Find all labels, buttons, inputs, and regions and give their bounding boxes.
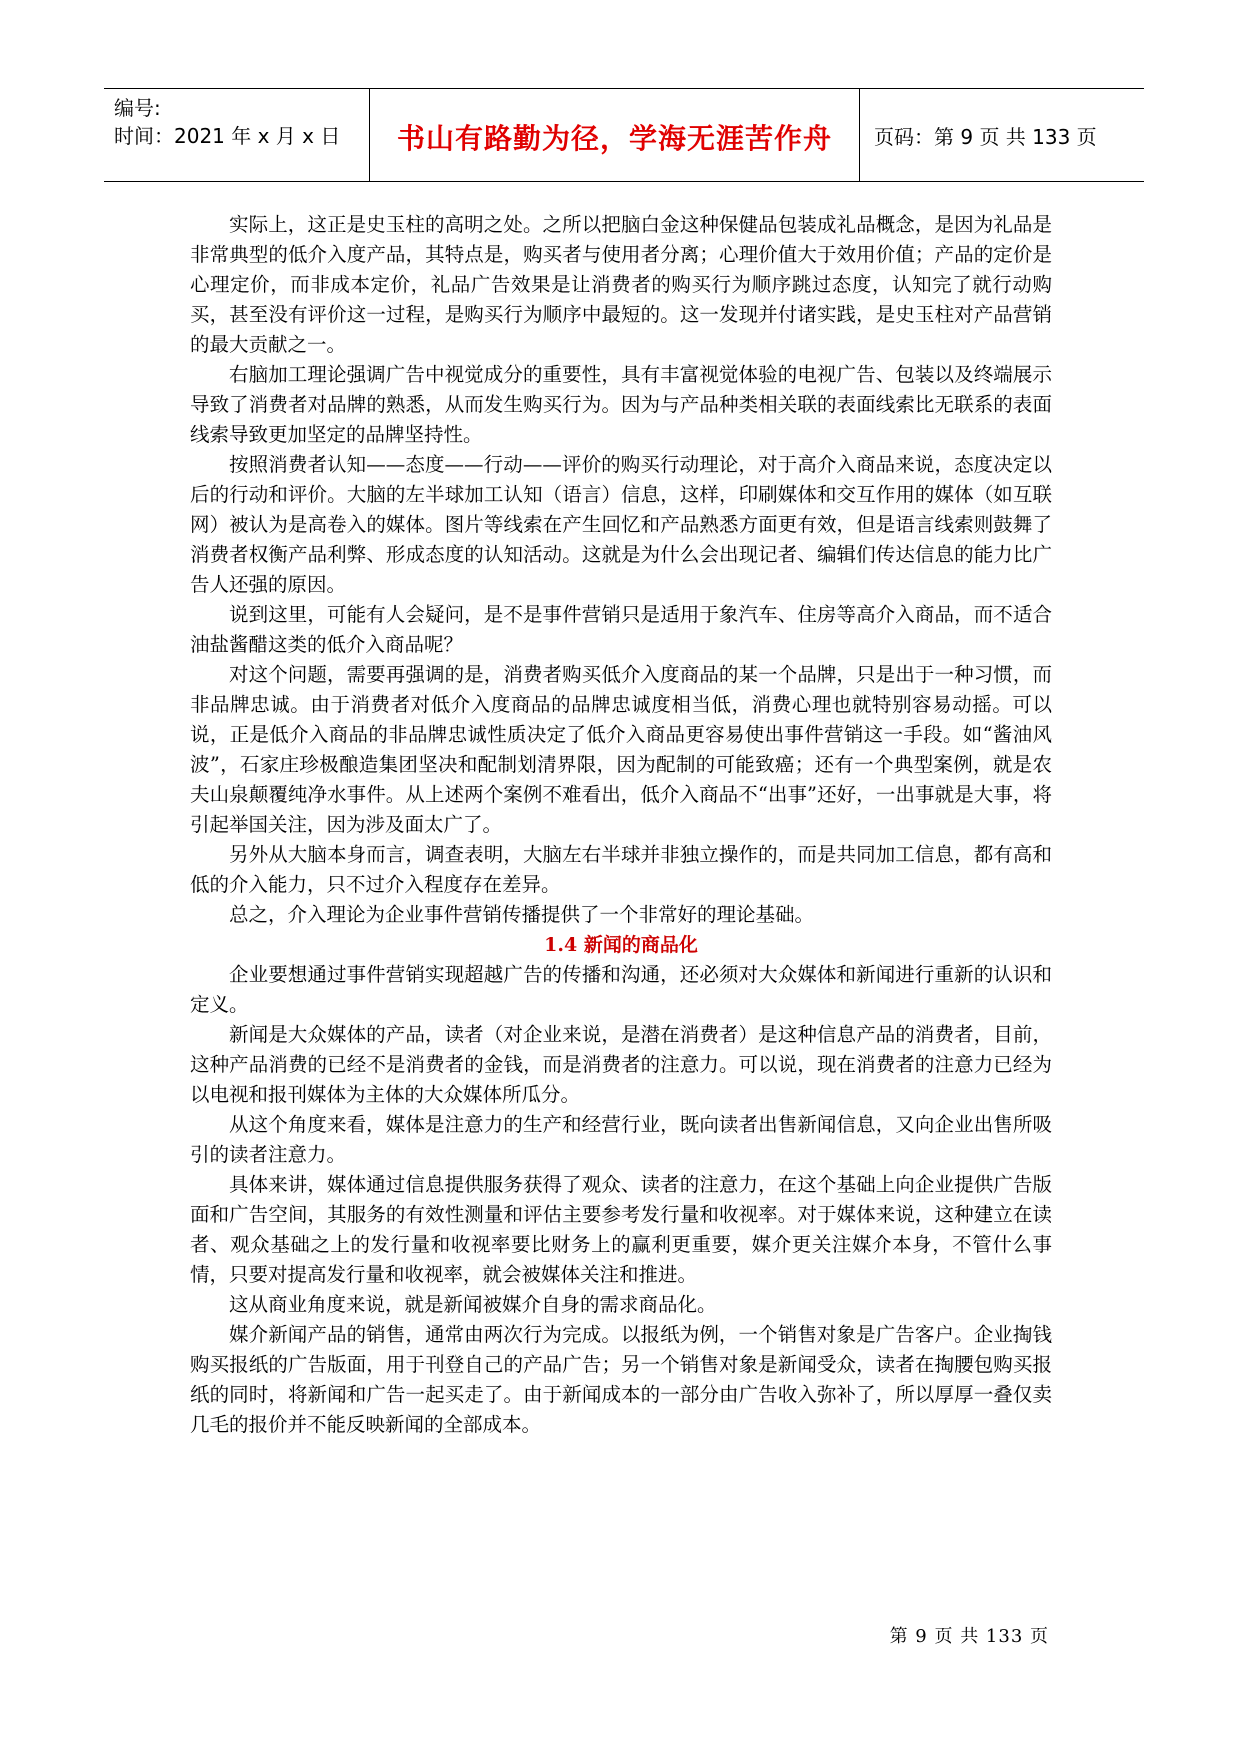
paragraph: 按照消费者认知——态度——行动——评价的购买行动理论，对于高介入商品来说，态度决定以后的行动和评价。大脑的左半球加工认知（语言）信息，这样，印刷媒体和交互作用的媒体（如互联网）被认为是高卷入的媒体。图片等线索在产生回忆和产品熟悉方面更有效，但是语言线索则鼓舞了消费者权衡产品利弊、形成态度的认知活动。这就是为什么会出现记者、编辑们传达信息的能力比广告人还强的原因。	[190, 453, 1052, 596]
paragraph: 说到这里，可能有人会疑问，是不是事件营销只是适用于象汽车、住房等高介入商品，而不适合油盐酱醋这类的低介入商品呢？	[190, 603, 1052, 656]
section-heading: 1.4 新闻的商品化	[544, 934, 698, 956]
page-footer: 第 9 页 共 133 页	[889, 1626, 1049, 1647]
paragraph: 总之，介入理论为企业事件营销传播提供了一个非常好的理论基础。	[229, 903, 815, 926]
header-page-cell	[860, 89, 1144, 181]
document-time-label: 时间：2021 年 x 月 x 日	[114, 124, 341, 148]
page-header	[104, 88, 1144, 182]
paragraph: 对这个问题，需要再强调的是，消费者购买低介入度商品的某一个品牌，只是出于一种习惯，而非品牌忠诚。由于消费者对低介入度商品的品牌忠诚度相当低，消费心理也就特别容易动摇。可以说，正是低介入商品的非品牌忠诚性质决定了低介入商品更容易使出事件营销这一手段。如“酱油风波”，石家庄珍极酿造集团坚决和配制划清界限，因为配制的可能致癌；还有一个典型案例，就是农夫山泉颠覆纯净水事件。从上述两个案例不难看出，低介入商品不“出事”还好，一出事就是大事，将引起举国关注，因为涉及面太广了。	[190, 663, 1052, 836]
paragraph: 右脑加工理论强调广告中视觉成分的重要性，具有丰富视觉体验的电视广告、包装以及终端展示导致了消费者对品牌的熟悉，从而发生购买行为。因为与产品种类相关联的表面线索比无联系的表面线索导致更加坚定的品牌坚持性。	[190, 363, 1052, 446]
paragraph: 媒介新闻产品的销售，通常由两次行为完成。以报纸为例，一个销售对象是广告客户。企业掏钱购买报纸的广告版面，用于刊登自己的产品广告；另一个销售对象是新闻受众，读者在掏腰包购买报纸的同时，将新闻和广告一起买走了。由于新闻成本的一部分由广告收入弥补了，所以厚厚一叠仅卖几毛的报价并不能反映新闻的全部成本。	[190, 1323, 1052, 1436]
paragraph: 这从商业角度来说，就是新闻被媒介自身的需求商品化。	[229, 1293, 717, 1316]
document-number-label: 编号:	[114, 96, 161, 120]
paragraph: 实际上，这正是史玉柱的高明之处。之所以把脑白金这种保健品包装成礼品概念，是因为礼品是非常典型的低介入度产品，其特点是，购买者与使用者分离；心理价值大于效用价值；产品的定价是心理定价，而非成本定价，礼品广告效果是让消费者的购买行为顺序跳过态度，认知完了就行动购买，甚至没有评价这一过程，是购买行为顺序中最短的。这一发现并付诸实践，是史玉柱对产品营销的最大贡献之一。	[190, 213, 1052, 356]
document-body	[190, 210, 1052, 1440]
header-motto-cell	[370, 89, 860, 181]
paragraph: 从这个角度来看，媒体是注意力的生产和经营行业，既向读者出售新闻信息，又向企业出售所吸引的读者注意力。	[190, 1113, 1052, 1166]
paragraph: 另外从大脑本身而言，调查表明，大脑左右半球并非独立操作的，而是共同加工信息，都有高和低的介入能力，只不过介入程度存在差异。	[190, 843, 1052, 896]
header-meta-cell	[104, 89, 370, 181]
paragraph: 企业要想通过事件营销实现超越广告的传播和沟通，还必须对大众媒体和新闻进行重新的认识和定义。	[190, 963, 1052, 1016]
header-motto: 书山有路勤为径，学海无涯苦作舟	[396, 122, 832, 155]
paragraph: 新闻是大众媒体的产品，读者（对企业来说，是潜在消费者）是这种信息产品的消费者，目前，这种产品消费的已经不是消费者的金钱，而是消费者的注意力。可以说，现在消费者的注意力已经为以电视和报刊媒体为主体的大众媒体所瓜分。	[190, 1023, 1052, 1106]
header-page-code: 页码：第 9 页 共 133 页	[874, 124, 1097, 149]
paragraph: 具体来讲，媒体通过信息提供服务获得了观众、读者的注意力，在这个基础上向企业提供广告版面和广告空间，其服务的有效性测量和评估主要参考发行量和收视率。对于媒体来说，这种建立在读者、观众基础之上的发行量和收视率要比财务上的赢利更重要，媒介更关注媒介本身，不管什么事情，只要对提高发行量和收视率，就会被媒体关注和推进。	[190, 1173, 1052, 1286]
